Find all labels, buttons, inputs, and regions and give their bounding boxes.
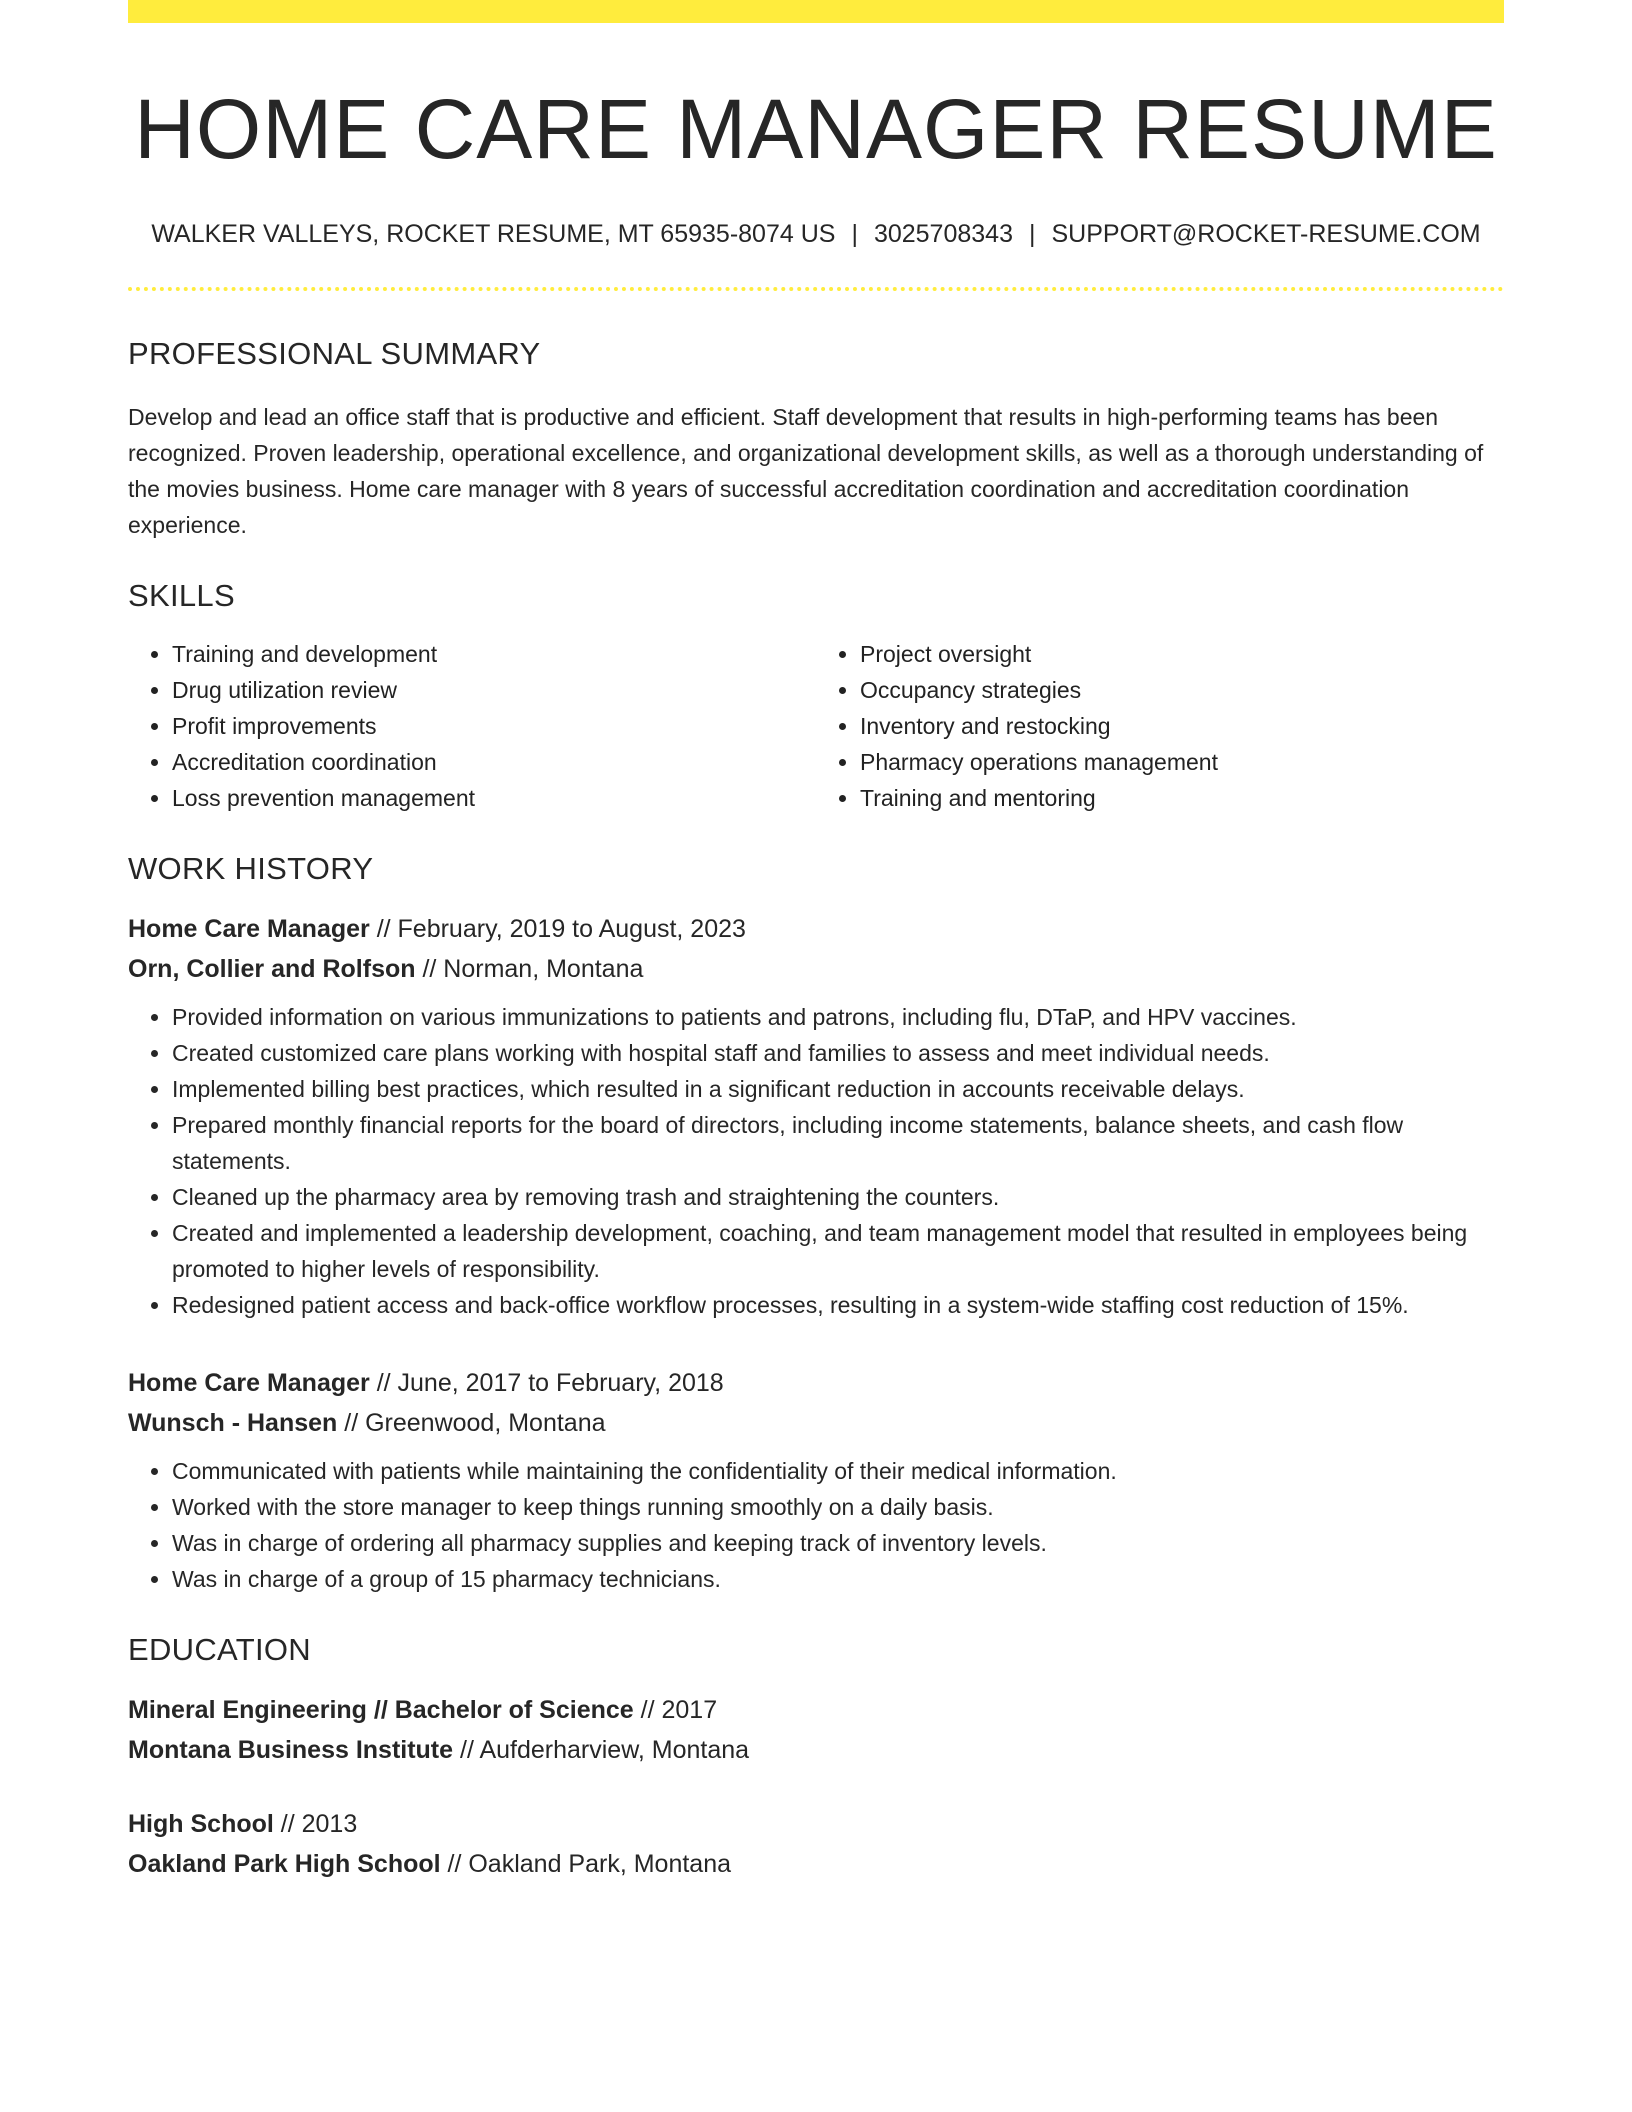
edu-school-line <box>128 1844 1504 1884</box>
skill-item: • Project oversight <box>860 636 1504 672</box>
job-bullet: • Created customized care plans working with hospital staff and families to assess and meet individual needs. <box>172 1035 1504 1071</box>
job-bullets <box>128 999 1504 1323</box>
skill-item: • Pharmacy operations management <box>860 744 1504 780</box>
education-entry <box>128 1804 1504 1884</box>
edu-location: // Oakland Park, Montana <box>440 1850 732 1879</box>
edu-degree-line <box>128 1804 1504 1844</box>
skill-item: • Occupancy strategies <box>860 672 1504 708</box>
job-bullet: • Was in charge of ordering all pharmacy supplies and keeping track of inventory levels. <box>172 1525 1504 1561</box>
job-role: Home Care Manager <box>128 914 370 943</box>
contact-line <box>128 219 1504 249</box>
edu-degree-line <box>128 1690 1504 1730</box>
job-bullet: • Was in charge of a group of 15 pharmacy technicians. <box>172 1561 1504 1597</box>
education-entry <box>128 1690 1504 1770</box>
job-dates: // June, 2017 to February, 2018 <box>369 1368 724 1397</box>
job-company-line <box>128 949 1504 989</box>
skills-column-right <box>816 636 1504 816</box>
skill-item: • Accreditation coordination <box>172 744 816 780</box>
contact-address: WALKER VALLEYS, ROCKET RESUME, MT 65935-8074 US <box>151 220 836 249</box>
contact-email: SUPPORT@ROCKET-RESUME.COM <box>1051 220 1481 249</box>
edu-degree: High School <box>128 1810 274 1839</box>
skill-item: • Profit improvements <box>172 708 816 744</box>
job-company: Wunsch - Hansen <box>128 1408 338 1437</box>
job-bullet: • Communicated with patients while maintaining the confidentiality of their medical information. <box>172 1453 1504 1489</box>
edu-year: // 2017 <box>633 1696 718 1725</box>
contact-separator: | <box>1028 220 1036 249</box>
job-entry <box>128 1363 1504 1597</box>
job-bullet: • Implemented billing best practices, which resulted in a significant reduction in accounts receivable delays. <box>172 1071 1504 1107</box>
contact-phone: 3025708343 <box>873 220 1013 249</box>
edu-school-line <box>128 1730 1504 1770</box>
skill-item: • Loss prevention management <box>172 780 816 816</box>
education-heading: EDUCATION <box>128 1631 311 1667</box>
skill-item: • Drug utilization review <box>172 672 816 708</box>
resume-page <box>128 0 1504 1884</box>
edu-location: // Aufderharview, Montana <box>453 1736 750 1765</box>
edu-school: Montana Business Institute <box>128 1736 454 1765</box>
edu-year: // 2013 <box>273 1810 358 1839</box>
job-company-line <box>128 1403 1504 1443</box>
skill-item: • Training and mentoring <box>860 780 1504 816</box>
job-bullet: • Redesigned patient access and back-office workflow processes, resulting in a system-wide staffing cost reduction of 15%. <box>172 1287 1504 1323</box>
contact-separator: | <box>851 220 858 249</box>
job-bullet: • Prepared monthly financial reports for the board of directors, including income statements, balance sheets, and cash flow statements. <box>172 1107 1504 1179</box>
skills-heading: SKILLS <box>128 577 235 613</box>
job-title-line <box>128 1363 1504 1403</box>
job-bullet: • Created and implemented a leadership development, coaching, and team management model that resulted in employees being promoted to higher levels of responsibility. <box>172 1215 1504 1287</box>
summary-heading: PROFESSIONAL SUMMARY <box>128 336 541 372</box>
job-role: Home Care Manager <box>128 1368 370 1397</box>
resume-title: HOME CARE MANAGER RESUME <box>134 82 1498 176</box>
job-location: // Greenwood, Montana <box>337 1408 606 1437</box>
dotted-divider <box>128 287 1504 291</box>
job-bullets <box>128 1453 1504 1597</box>
job-dates: // February, 2019 to August, 2023 <box>369 914 746 943</box>
summary-text: Develop and lead an office staff that is productive and efficient. Staff development that results in high-performing teams has been recognized. Proven leadership, operational excellence, and organizational development skills, as well as a thorough understanding of the movies business. Home care manager with 8 years of successful accreditation coordination and accreditation coordination experience. <box>128 403 1484 538</box>
skill-item: • Inventory and restocking <box>860 708 1504 744</box>
job-company: Orn, Collier and Rolfson <box>128 954 416 983</box>
job-title-line <box>128 909 1504 949</box>
skills-column-left <box>128 636 816 816</box>
edu-school: Oakland Park High School <box>128 1850 441 1879</box>
top-accent-bar <box>128 0 1504 23</box>
work-history-heading: WORK HISTORY <box>128 850 374 886</box>
job-bullet: • Cleaned up the pharmacy area by removing trash and straightening the counters. <box>172 1179 1504 1215</box>
edu-degree: Mineral Engineering // Bachelor of Science <box>128 1696 634 1725</box>
skill-item: • Training and development <box>172 636 816 672</box>
job-bullet: • Provided information on various immunizations to patients and patrons, including flu, DTaP, and HPV vaccines. <box>172 999 1504 1035</box>
job-location: // Norman, Montana <box>415 954 644 983</box>
job-entry <box>128 909 1504 1323</box>
job-bullet: • Worked with the store manager to keep things running smoothly on a daily basis. <box>172 1489 1504 1525</box>
skills-list <box>128 636 1504 816</box>
